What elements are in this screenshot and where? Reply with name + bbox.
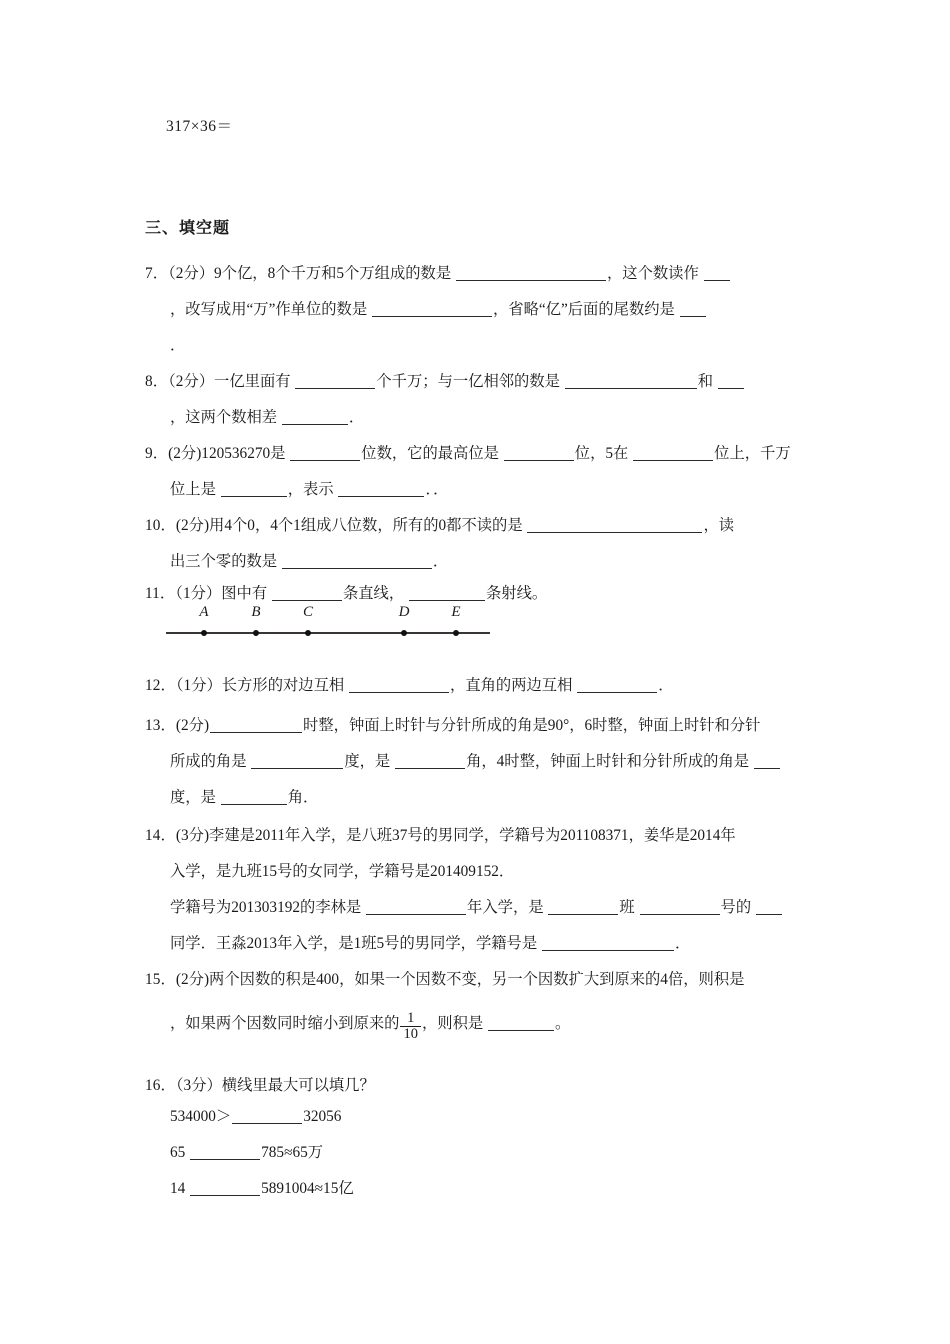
question-14-text-h: ． xyxy=(674,935,691,952)
question-14 xyxy=(145,818,817,962)
question-7-blank-2[interactable] xyxy=(704,266,730,281)
section-heading-fill-in-blank: 三、填空题 xyxy=(145,220,231,237)
question-15-line-2 xyxy=(145,998,817,1050)
fraction-one-tenth xyxy=(400,1011,421,1042)
question-10-number: 10． xyxy=(145,517,176,534)
question-9-line-2 xyxy=(145,472,817,508)
question-12-line-1 xyxy=(145,668,817,704)
question-13-line-2 xyxy=(145,744,817,780)
question-9-number: 9． xyxy=(145,445,169,462)
number-line-point-d xyxy=(401,630,407,636)
question-16-item-3-before: 14 xyxy=(170,1180,186,1197)
question-16-item-3-after: 5891004≈15亿 xyxy=(261,1180,354,1197)
question-9-blank-4[interactable] xyxy=(221,482,287,497)
question-16-item-1-after: 32056 xyxy=(303,1108,342,1125)
question-15-line-1 xyxy=(145,962,817,998)
question-13-line-3 xyxy=(145,780,817,816)
question-9-text-b: 位数，它的最高位是 xyxy=(361,445,499,462)
question-10-text-d: ． xyxy=(432,553,449,570)
question-12-points: （1分） xyxy=(175,677,222,694)
question-16-item-1 xyxy=(170,1104,341,1126)
question-7-line-1 xyxy=(145,256,817,292)
fraction-denominator: 10 xyxy=(400,1026,421,1042)
question-7-blank-1[interactable] xyxy=(456,266,606,281)
question-11-blank-1[interactable] xyxy=(272,586,342,601)
question-13-blank-1[interactable] xyxy=(210,718,302,733)
question-14-line-4 xyxy=(145,926,817,962)
question-16-item-1-blank[interactable] xyxy=(232,1109,302,1124)
question-12-text-a: 长方形的对边互相 xyxy=(221,677,345,694)
question-9-text-d: 位上，千万 xyxy=(714,445,791,462)
question-9-text-a: 120536270是 xyxy=(201,445,286,462)
question-8-text-c: 和 xyxy=(697,373,714,390)
question-10-text-c: 出三个零的数是 xyxy=(170,553,278,570)
question-15-blank-1[interactable] xyxy=(488,1016,554,1031)
question-16-points: （3分） xyxy=(175,1077,222,1094)
question-14-number: 14． xyxy=(145,827,176,844)
question-7-text-d: ，省略“亿”后面的尾数约是 xyxy=(492,301,675,318)
question-12-blank-1[interactable] xyxy=(349,678,449,693)
question-16-item-3 xyxy=(170,1176,354,1198)
question-7-blank-4[interactable] xyxy=(680,302,706,317)
question-8-text-b: 个千万；与一亿相邻的数是 xyxy=(376,373,560,390)
question-14-line-2 xyxy=(145,854,817,890)
question-13-text-c: 度，是 xyxy=(344,753,391,770)
question-13-text-e: 度，是 xyxy=(170,789,216,806)
question-12-blank-2[interactable] xyxy=(577,678,657,693)
question-15-number: 15． xyxy=(145,971,176,988)
question-10-line-2 xyxy=(145,544,817,580)
question-9-text-c: 位，5在 xyxy=(574,445,629,462)
question-14-blank-5[interactable] xyxy=(542,936,674,951)
question-11-points: （1分） xyxy=(175,585,222,602)
question-14-blank-3[interactable] xyxy=(640,900,720,915)
question-12-text-b: ，直角的两边互相 xyxy=(450,677,573,694)
question-8-line-2 xyxy=(145,400,817,436)
question-9-text-g: ．． xyxy=(425,481,449,498)
question-9-line-1 xyxy=(145,436,817,472)
question-16-item-3-blank[interactable] xyxy=(190,1181,260,1196)
question-11-text-b: 条直线， xyxy=(342,585,405,602)
question-14-text-b: 入学，是九班15号的女同学，学籍号是201409152． xyxy=(170,863,515,880)
question-7-text-a: 9个亿，8个千万和5个万组成的数是 xyxy=(214,265,452,282)
question-10 xyxy=(145,508,817,580)
question-13-blank-3[interactable] xyxy=(395,754,465,769)
number-line-label-d: D xyxy=(398,604,410,620)
question-14-blank-4[interactable] xyxy=(756,900,782,915)
question-15 xyxy=(145,962,817,1050)
question-13-blank-5[interactable] xyxy=(221,790,287,805)
question-14-line-1 xyxy=(145,818,817,854)
question-8-text-e: ． xyxy=(348,409,365,426)
question-14-line-3 xyxy=(145,890,817,926)
number-line-label-c: C xyxy=(302,604,314,620)
question-8-blank-1[interactable] xyxy=(295,374,375,389)
question-16 xyxy=(145,1068,817,1104)
question-13-blank-4[interactable] xyxy=(754,754,780,769)
question-7-text-b: ，这个数读作 xyxy=(606,265,699,282)
question-9-blank-1[interactable] xyxy=(290,446,360,461)
question-16-item-1-before: 534000＞ xyxy=(170,1108,232,1125)
question-13-text-d: 角，4时整，钟面上时针和分针所成的角是 xyxy=(466,753,750,770)
question-8-points: （2分） xyxy=(168,373,215,390)
question-16-item-2-blank[interactable] xyxy=(190,1145,260,1160)
question-13-number: 13． xyxy=(145,717,176,734)
question-8 xyxy=(145,364,817,436)
question-8-text-a: 一亿里面有 xyxy=(214,373,291,390)
question-15-text-c: ，则积是 xyxy=(421,1015,484,1032)
question-10-text-a: 用4个0，4个1组成八位数，所有的0都不读的是 xyxy=(209,517,523,534)
question-13 xyxy=(145,708,817,816)
number-line-point-a xyxy=(201,630,207,636)
question-16-item-2-after: 785≈65万 xyxy=(261,1144,324,1161)
question-10-line-1 xyxy=(145,508,817,544)
question-10-points: (2分) xyxy=(175,517,210,534)
number-line-label-b: B xyxy=(251,604,261,620)
question-16-item-2-before: 65 xyxy=(170,1144,186,1161)
question-13-text-f: 角． xyxy=(287,789,319,806)
question-7-line-3 xyxy=(145,328,817,364)
question-7-blank-3[interactable] xyxy=(372,302,492,317)
question-16-line-1 xyxy=(145,1068,817,1104)
question-8-line-1 xyxy=(145,364,817,400)
question-7-number: 7． xyxy=(145,265,169,282)
question-9-text-f: ，表示 xyxy=(287,481,334,498)
question-11-number: 11． xyxy=(145,585,176,602)
question-13-points: (2分) xyxy=(175,717,210,734)
question-7-text-c: ，改写成用“万”作单位的数是 xyxy=(170,301,368,318)
question-14-blank-2[interactable] xyxy=(548,900,618,915)
question-14-points: (3分) xyxy=(175,827,210,844)
number-line-point-c xyxy=(305,630,311,636)
question-9-blank-5[interactable] xyxy=(338,482,424,497)
question-11-blank-2[interactable] xyxy=(409,586,485,601)
fraction-numerator: 1 xyxy=(407,1009,415,1026)
question-9-blank-3[interactable] xyxy=(633,446,713,461)
question-7-line-2 xyxy=(145,292,817,328)
question-10-text-b: ，读 xyxy=(703,517,735,534)
question-16-item-2 xyxy=(170,1140,323,1162)
question-8-blank-2[interactable] xyxy=(565,374,697,389)
number-line-axis xyxy=(166,632,490,634)
number-line-label-e: E xyxy=(451,604,461,620)
question-13-blank-2[interactable] xyxy=(251,754,343,769)
question-14-text-e: 班 xyxy=(619,899,635,916)
question-8-blank-3[interactable] xyxy=(718,374,744,389)
question-9-points: (2分) xyxy=(168,445,202,462)
question-13-text-b: 所成的角是 xyxy=(170,753,247,770)
question-15-text-d: 。 xyxy=(555,1015,571,1032)
question-10-blank-2[interactable] xyxy=(282,554,432,569)
question-10-blank-1[interactable] xyxy=(527,518,702,533)
question-14-text-f: 号的 xyxy=(720,899,752,916)
question-11-number-line-figure xyxy=(160,600,500,646)
question-12 xyxy=(145,668,817,704)
question-11-text-c: 条射线。 xyxy=(485,585,548,602)
question-14-blank-1[interactable] xyxy=(366,900,466,915)
arithmetic-expression: 317×36＝ xyxy=(166,118,233,135)
question-15-text-a: 两个因数的积是400，如果一个因数不变，另一个因数扩大到原来的4倍，则积是 xyxy=(209,971,745,988)
question-14-text-g: 同学．王淼2013年入学，是1班5号的男同学，学籍号是 xyxy=(170,935,538,952)
question-9 xyxy=(145,436,817,508)
question-15-points: (2分) xyxy=(175,971,210,988)
number-line-point-e xyxy=(453,630,459,636)
question-16-number: 16． xyxy=(145,1077,176,1094)
question-7-points: （2分） xyxy=(168,265,215,282)
question-8-number: 8． xyxy=(145,373,169,390)
number-line-point-b xyxy=(253,630,259,636)
question-16-prompt: 横线里最大可以填几？ xyxy=(221,1077,375,1094)
question-13-text-a: 时整，钟面上时针与分针所成的角是90°，6时整，钟面上时针和分针 xyxy=(303,717,761,734)
question-13-line-1 xyxy=(145,708,817,744)
question-12-number: 12． xyxy=(145,677,176,694)
question-9-blank-2[interactable] xyxy=(504,446,574,461)
question-7 xyxy=(145,256,817,364)
number-line-label-a: A xyxy=(199,604,209,620)
question-12-text-c: ． xyxy=(658,677,674,694)
question-7-text-e: ． xyxy=(170,337,186,354)
question-8-text-d: ，这两个数相差 xyxy=(170,409,278,426)
question-14-text-a: 李建是2011年入学，是八班37号的男同学，学籍号为201108371，姜华是2014年 xyxy=(209,827,736,844)
question-11-text-a: 图中有 xyxy=(221,585,268,602)
question-15-text-b: ，如果两个因数同时缩小到原来的 xyxy=(170,1015,400,1032)
question-9-text-e: 位上是 xyxy=(170,481,216,498)
question-8-blank-4[interactable] xyxy=(282,410,348,425)
question-14-text-c: 学籍号为201303192的李林是 xyxy=(170,899,362,916)
question-14-text-d: 年入学，是 xyxy=(467,899,544,916)
